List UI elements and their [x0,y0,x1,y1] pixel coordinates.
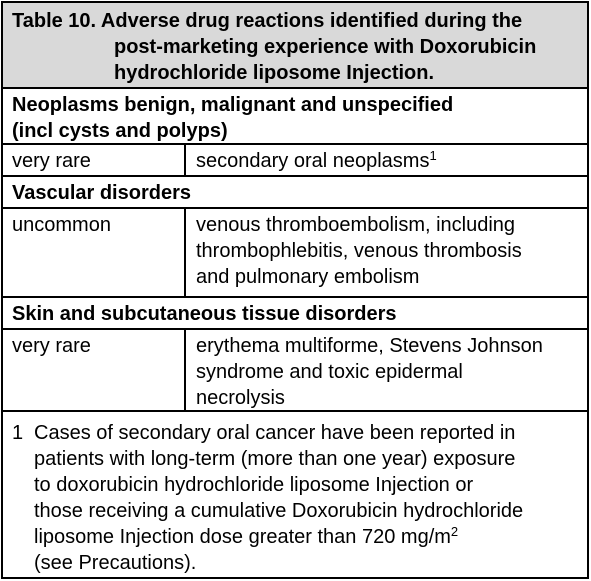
table-caption [3,3,587,89]
table-row [3,209,587,298]
footnote-line [34,524,591,550]
reaction-text: secondary oral neoplasms [196,150,430,172]
footnote-line: (see Precautions). [34,552,197,574]
table-footnote [3,412,587,577]
superscript: 2 [450,524,459,539]
reaction-cell [186,145,587,175]
section-heading-line: Vascular disorders [12,182,191,204]
caption-line-2: post-marketing experience with Doxorubicin [114,36,537,58]
reaction-line: and pulmonary embolism [196,266,420,288]
section-heading-line: (incl cysts and polyps) [12,120,228,142]
frequency-cell: very rare [3,330,186,410]
section-heading-vascular [3,177,587,209]
section-heading-skin [3,298,587,330]
footnote-line: patients with long-term (more than one year) exposure [34,448,516,470]
reaction-line: erythema multiforme, Stevens Johnson [196,335,543,357]
caption-line-3: hydrochloride liposome Injection. [114,62,435,84]
reaction-line: thrombophlebitis, venous thrombosis [196,240,522,262]
reaction-cell [186,209,587,296]
section-heading-line: Skin and subcutaneous tissue disorders [12,303,397,325]
reaction-line: venous thromboembolism, including [196,214,516,236]
caption-line-1: Table 10. Adverse drug reactions identified during the [12,10,523,32]
frequency-cell: uncommon [3,209,186,296]
footnote-line: those receiving a cumulative Doxorubicin hydrochloride [34,500,524,522]
reaction-line: syndrome and toxic epidermal [196,361,463,383]
footnote-text [34,420,591,576]
table-row [3,145,587,177]
adverse-reactions-table [1,1,589,579]
footnote-ref: 1 [429,148,437,163]
footnote-line-text: liposome Injection dose greater than 720 mg/m [34,526,451,548]
footnote-line: Cases of secondary oral cancer have been reported in [34,422,516,444]
footnote-line: to doxorubicin hydrochloride liposome Injection or [34,474,474,496]
section-heading-neoplasms [3,89,587,145]
section-heading-line: Neoplasms benign, malignant and unspecified [12,94,454,116]
footnote-number: 1 [12,422,24,444]
reaction-cell [186,330,587,410]
reaction-line: necrolysis [196,387,285,409]
table-row [3,330,587,412]
frequency-cell: very rare [3,145,186,175]
